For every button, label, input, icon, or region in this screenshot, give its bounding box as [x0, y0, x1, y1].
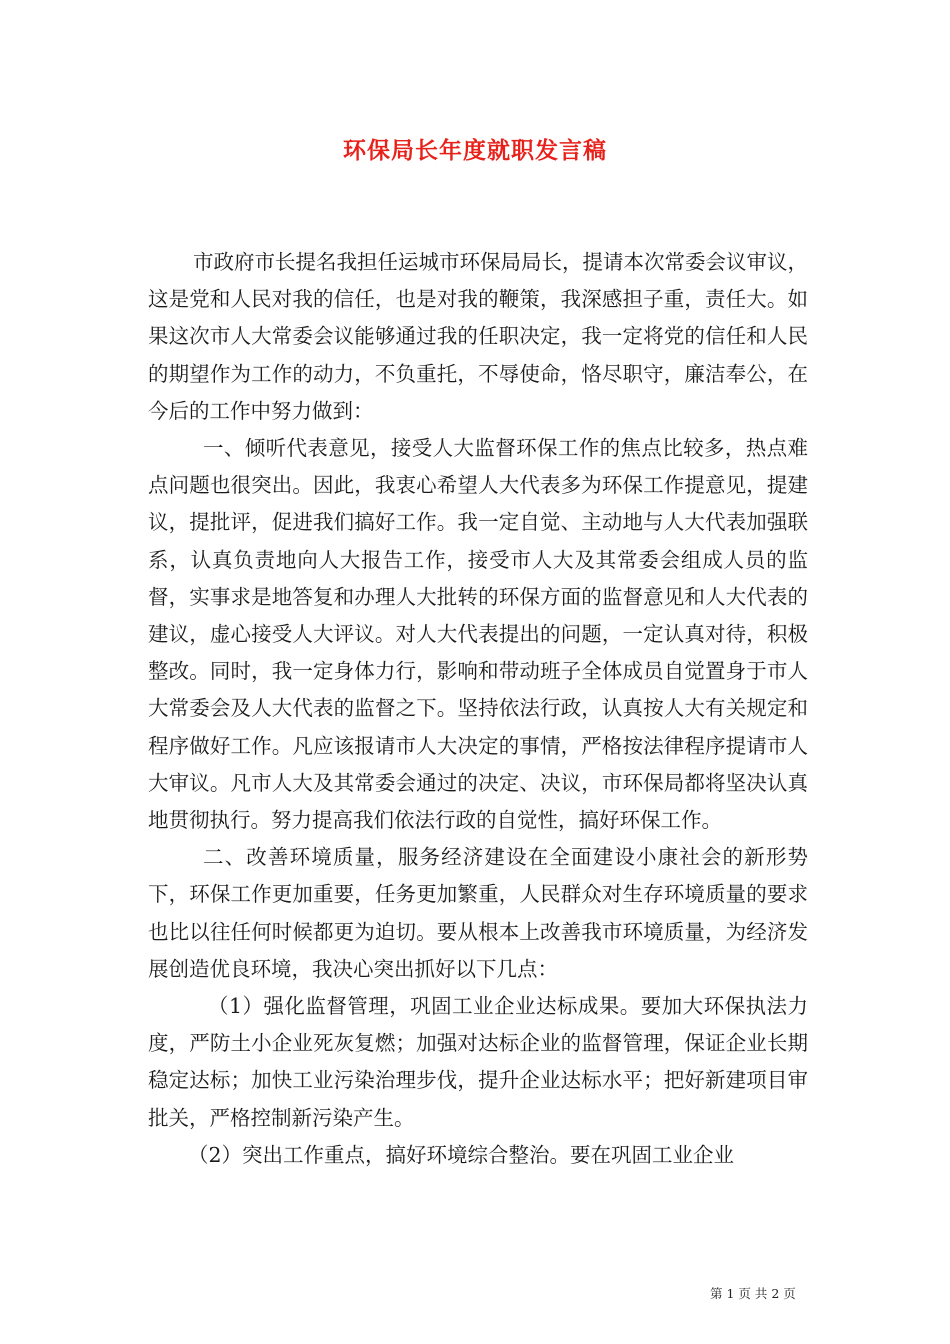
paragraph-section-one: 一、倾听代表意见，接受人大监督环保工作的焦点比较多，热点难点问题也很突出。因此，我衷心希望人大代表多为环保工作提意见，提建议，提批评，促进我们搞好工作。我一定自觉、主动地与人大代表加强联系，认真负责地向人大报告工作，接受市人大及其常委会组成人员的监督，实事求是地答复和办理人大批转的环保方面的监督意见和人大代表的建议，虚心接受人大评议。对人大代表提出的问题，一定认真对待，积极整改。同时，我一定身体力行，影响和带动班子全体成员自觉置身于市人大常委会及人大代表的监督之下。坚持依法行政，认真按人大有关规定和程序做好工作。凡应该报请市人大决定的事情，严格按法律程序提请市人大审议。凡市人大及其常委会通过的决定、决议，市环保局都将坚决认真地贯彻执行。努力提高我们依法行政的自觉性，搞好环保工作。 — [148, 436, 808, 833]
document-title: 环保局长年度就职发言稿 — [343, 138, 607, 164]
page-number-footer: 第 1 页 共 2 页 — [710, 1286, 796, 1301]
paragraph-item-two: （2）突出工作重点，搞好环境综合整治。要在巩固工业企业 — [188, 1142, 735, 1167]
document-body — [148, 244, 808, 1174]
paragraph-section-two: 二、改善环境质量，服务经济建设在全面建设小康社会的新形势下，环保工作更加重要，任务更加繁重，人民群众对生存环境质量的要求也比以往任何时候都更为迫切。要从根本上改善我市环境质量，为经济发展创造优良环境，我决心突出抓好以下几点： — [148, 845, 808, 981]
paragraph-item-one: （1）强化监督管理，巩固工业企业达标成果。要加大环保执法力度，严防土小企业死灰复燃；加强对达标企业的监督管理，保证企业长期稳定达标；加快工业污染治理步伐，提升企业达标水平；把好新建项目审批关，严格控制新污染产生。 — [148, 994, 808, 1130]
paragraph-intro: 市政府市长提名我担任运城市环保局局长，提请本次常委会议审议，这是党和人民对我的信任，也是对我的鞭策，我深感担子重，责任大。如果这次市人大常委会议能够通过我的任职决定，我一定将党的信任和人民的期望作为工作的动力，不负重托，不辱使命，恪尽职守，廉洁奉公，在今后的工作中努力做到： — [148, 250, 808, 423]
